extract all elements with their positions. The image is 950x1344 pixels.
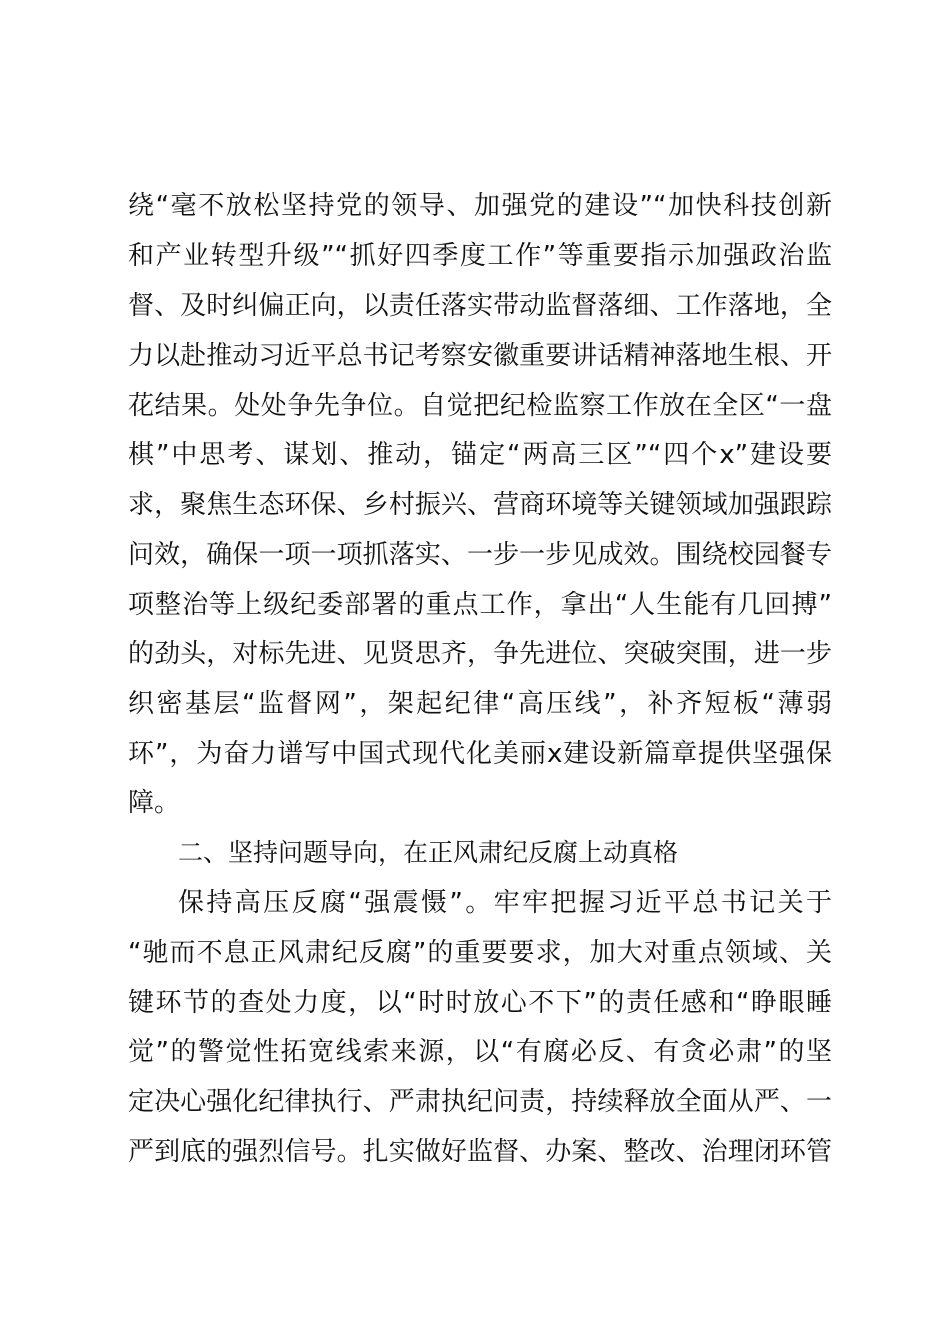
paragraph-2-line-1: 保持高压反腐“强震慑”。牢牢把握习近平总书记关于 — [178, 888, 832, 918]
paragraph-1-line-9: 项整治等上级纪委部署的重点工作，拿出“人生能有几回搏” — [128, 590, 832, 620]
paragraph-2-line-4: 觉”的警觉性拓宽线索来源，以“有腐必反、有贪必肃”的坚 — [128, 1037, 832, 1067]
section-heading: 二、坚持问题导向，在正风肃纪反腐上动真格 — [178, 838, 679, 867]
paragraph-1-line-6: 棋”中思考、谋划、推动，锚定“两高三区”“四个x”建设要 — [128, 440, 832, 470]
paragraph-1-line-12: 环”，为奋力谱写中国式现代化美丽x建设新篇章提供坚强保 — [128, 739, 832, 769]
paragraph-2-line-2: “驰而不息正风肃纪反腐”的重要要求，加大对重点领域、关 — [128, 938, 832, 968]
paragraph-1-line-3: 督、及时纠偏正向，以责任落实带动监督落细、工作落地，全 — [128, 291, 832, 321]
paragraph-1-line-8: 问效，确保一项一项抓落实、一步一步见成效。围绕校园餐专 — [128, 540, 832, 570]
paragraph-1-line-1: 绕“毫不放松坚持党的领导、加强党的建设”“加快科技创新 — [128, 191, 832, 221]
paragraph-1-line-13: 障。 — [128, 788, 181, 818]
paragraph-1-line-7: 求，聚焦生态环保、乡村振兴、营商环境等关键领域加强跟踪 — [128, 490, 832, 520]
paragraph-2-line-6: 严到底的强烈信号。扎实做好监督、办案、整改、治理闭环管 — [128, 1137, 832, 1167]
paragraph-1-line-4: 力以赴推动习近平总书记考察安徽重要讲话精神落地生根、开 — [128, 341, 832, 371]
paragraph-1-line-5: 花结果。处处争先争位。自觉把纪检监察工作放在全区“一盘 — [128, 391, 832, 421]
paragraph-1-line-11: 织密基层“监督网”，架起纪律“高压线”，补齐短板“薄弱 — [128, 689, 832, 719]
paragraph-2-line-3: 键环节的查处力度，以“时时放心不下”的责任感和“睁眼睡 — [128, 988, 832, 1018]
paragraph-1-line-10: 的劲头，对标先进、见贤思齐，争先进位、突破突围，进一步 — [128, 639, 832, 669]
paragraph-1-line-2: 和产业转型升级”“抓好四季度工作”等重要指示加强政治监 — [128, 241, 832, 271]
paragraph-2-line-5: 定决心强化纪律执行、严肃执纪问责，持续释放全面从严、一 — [128, 1087, 832, 1117]
